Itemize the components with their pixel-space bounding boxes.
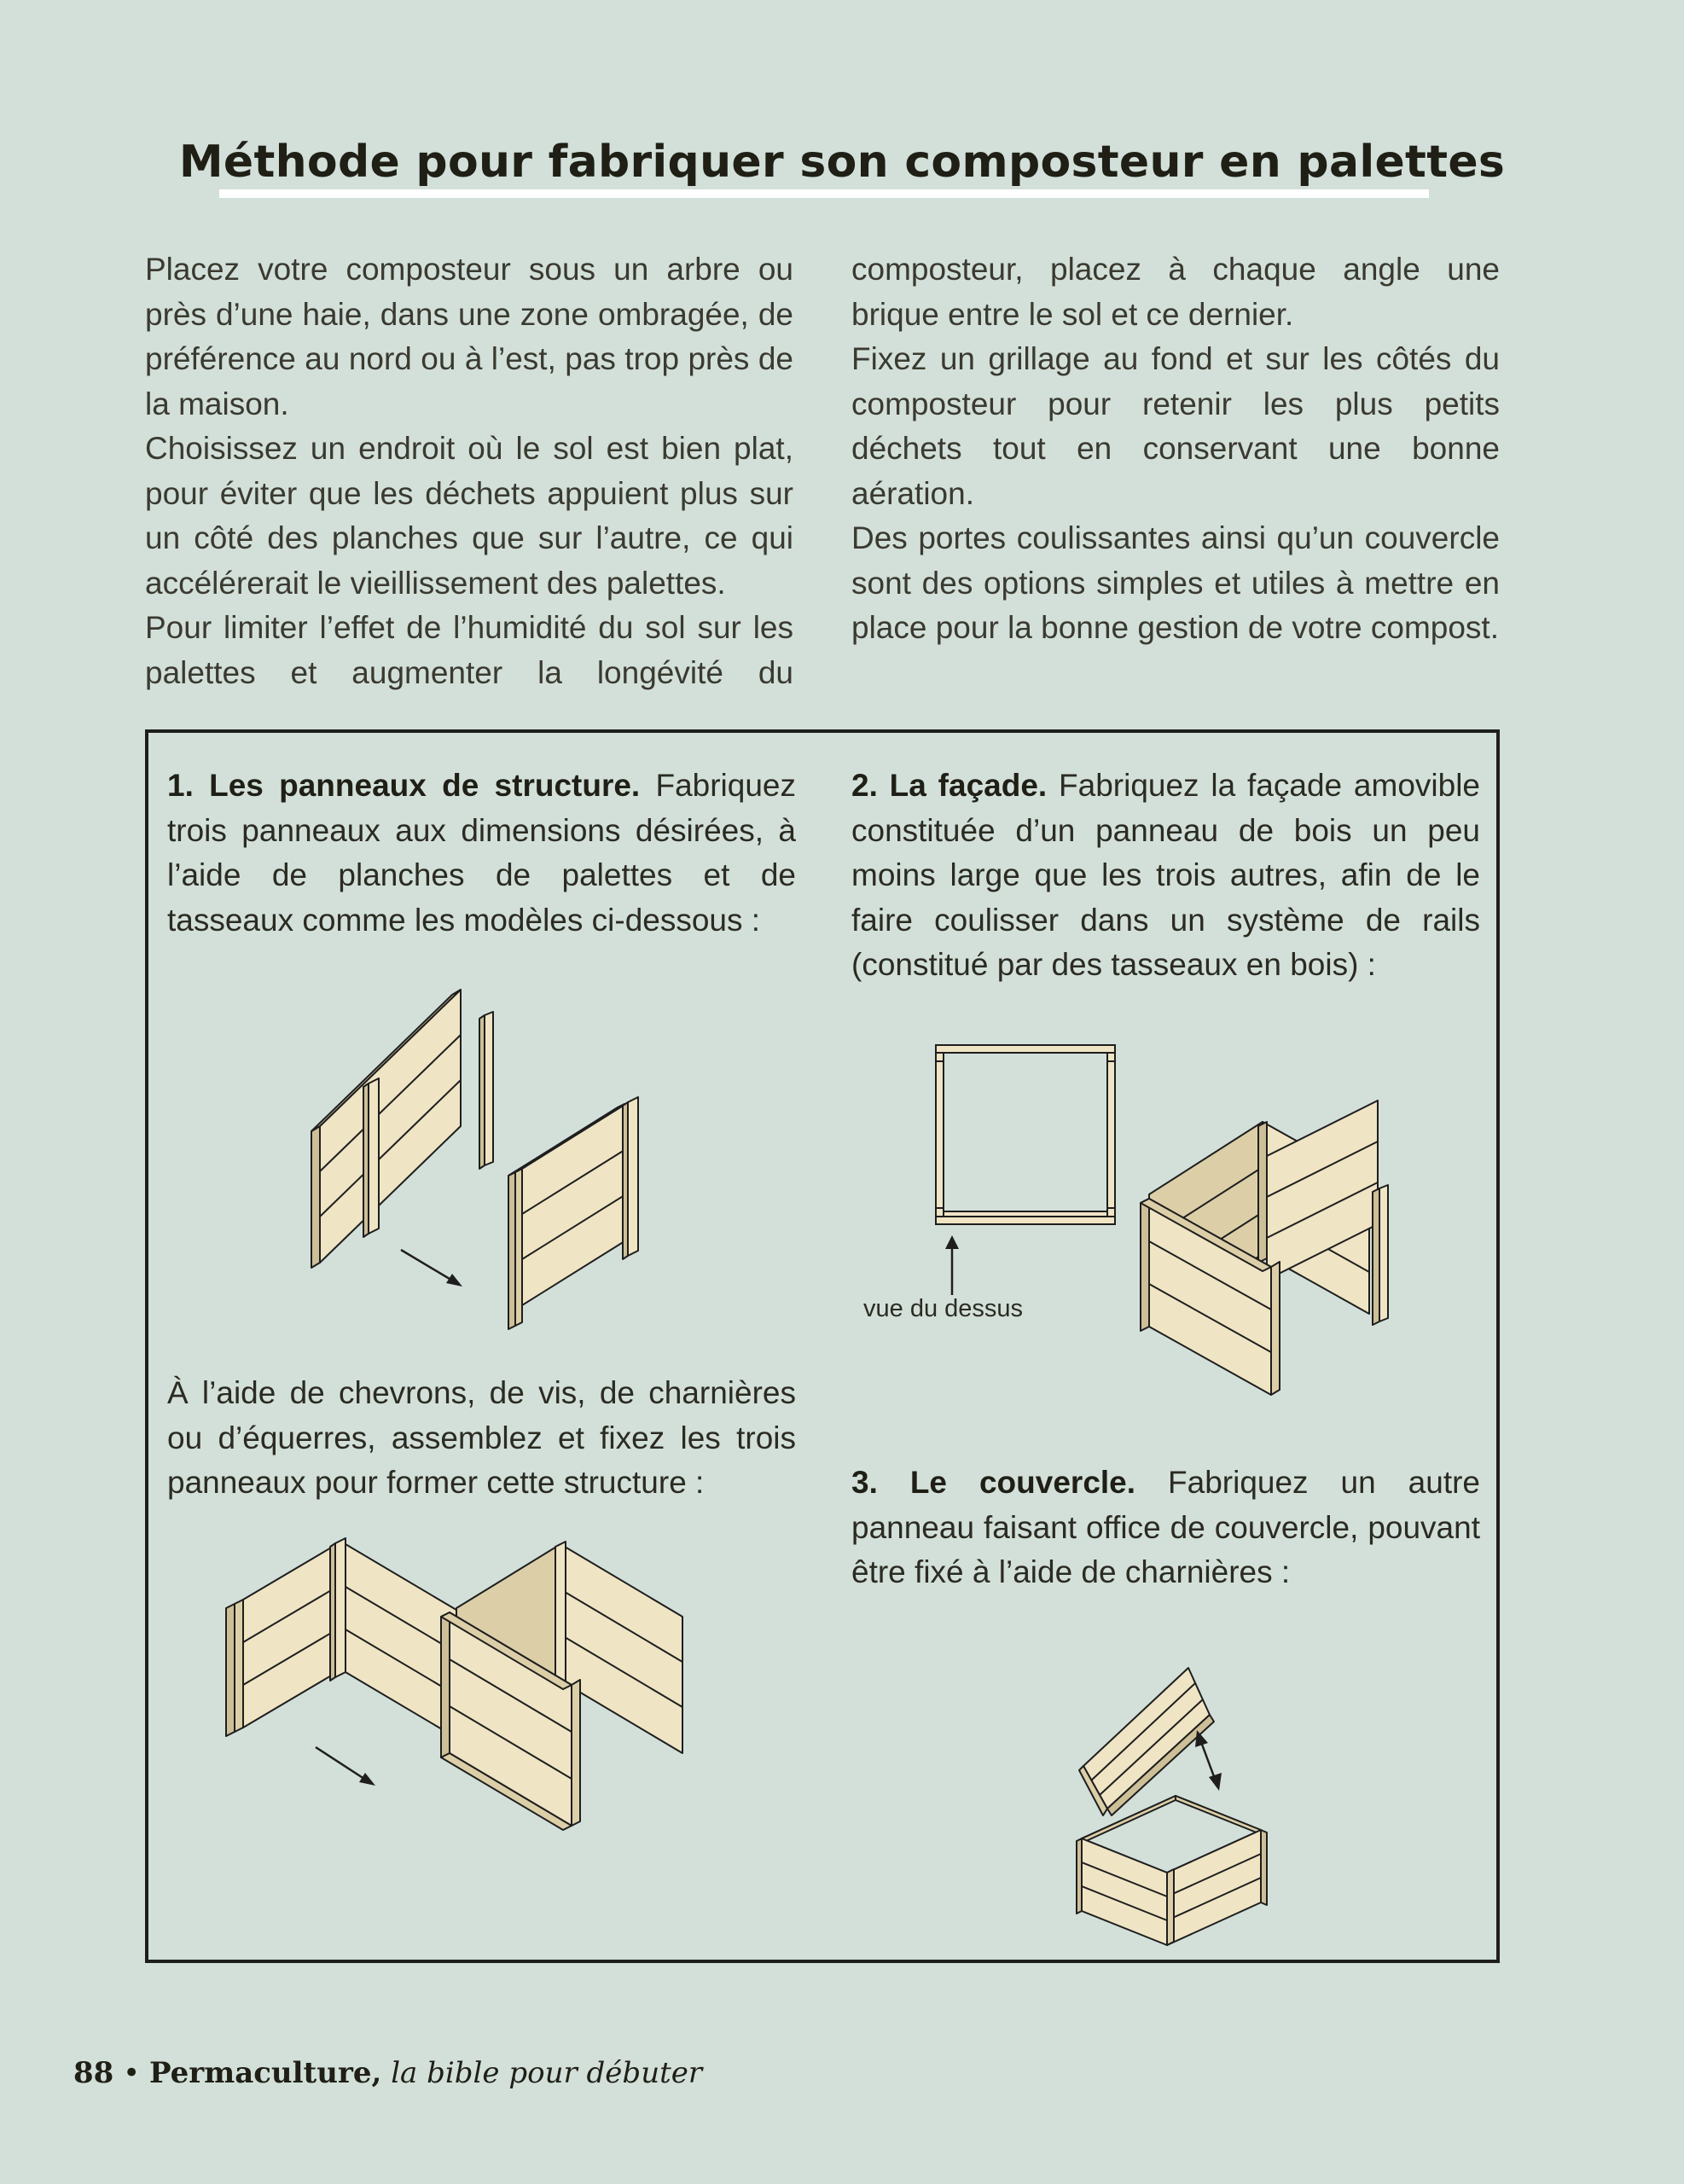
intro-paragraph: Placez votre composteur sous un arbre ou près d’une haie, dans une zone ombragée, de préférence au nord ou à l’est, pas trop près de la maison.: [145, 252, 793, 421]
intro-paragraph: Fixez un grillage au fond et sur les côtés du composteur pour retenir les plus petits déchets tout en conservant une bonne aération.: [851, 341, 1500, 511]
upward-arrow-icon: [939, 1235, 965, 1297]
step-2-title: 2. La façade.: [851, 768, 1048, 803]
intro-paragraph: Choisissez un endroit où le sol est bien plat, pour éviter que les déchets appuient plus sur un côté des planches que sur l’autre, ce qui accélérerait le vieillissement des palettes.: [145, 431, 793, 601]
illustration-assembly: [218, 1531, 687, 1937]
illustration-sliding-facade: [1130, 1096, 1403, 1399]
book-title: Permaculture,: [149, 2056, 382, 2090]
page-number: 88: [73, 2056, 114, 2090]
step-3-body: Fabriquez un autre panneau faisant office de couvercle, pouvant être fixé à l’aide de charnières :: [851, 1465, 1480, 1589]
step-2-text: [851, 764, 1480, 988]
step-1b-body: À l’aide de chevrons, de vis, de charnières ou d’équerres, assemblez et fixez les trois panneaux pour former cette structure :: [167, 1375, 796, 1500]
step-2-body: Fabriquez la façade amovible constituée d’un panneau de bois un peu moins large que les trois autres, afin de le faire coulisser dans un système de rails (constitué par des tasseaux en bois) :: [851, 768, 1480, 982]
step-1-body: Fabriquez trois panneaux aux dimensions désirées, à l’aide de planches de palettes et de tasseaux comme les modèles ci-dessous :: [167, 768, 796, 938]
intro-paragraph: composteur, placez à chaque angle une brique entre le sol et ce dernier.: [851, 252, 1500, 332]
intro-paragraph: Des portes coulissantes ainsi qu’un couvercle sont des options simples et utiles à mettre en place pour la bonne gestion de votre compost.: [851, 520, 1500, 645]
intro-right-column: [851, 247, 1500, 651]
intro-paragraph: Pour limiter l’effet de l’humidité du sol sur les palettes et augmenter la longévité du: [145, 610, 793, 690]
top-view-caption: vue du dessus: [863, 1295, 1024, 1322]
step-3-text: [851, 1461, 1480, 1595]
illustration-top-view-frame: [932, 1041, 1119, 1228]
page-title: Méthode pour fabriquer son composteur en palettes: [178, 136, 1506, 188]
step-1-title: 1. Les panneaux de structure.: [167, 768, 641, 803]
book-subtitle: la bible pour débuter: [391, 2056, 703, 2090]
illustration-panels-and-battens: [307, 981, 648, 1331]
step-3-title: 3. Le couvercle.: [851, 1465, 1136, 1500]
page-footer: [73, 2056, 702, 2090]
step-1-text: [167, 764, 796, 943]
illustration-lid: [1073, 1621, 1271, 1954]
footer-separator: •: [123, 2056, 141, 2090]
title-underline: [219, 189, 1429, 198]
step-1b-text: [167, 1371, 796, 1506]
intro-left-column: [145, 247, 793, 695]
